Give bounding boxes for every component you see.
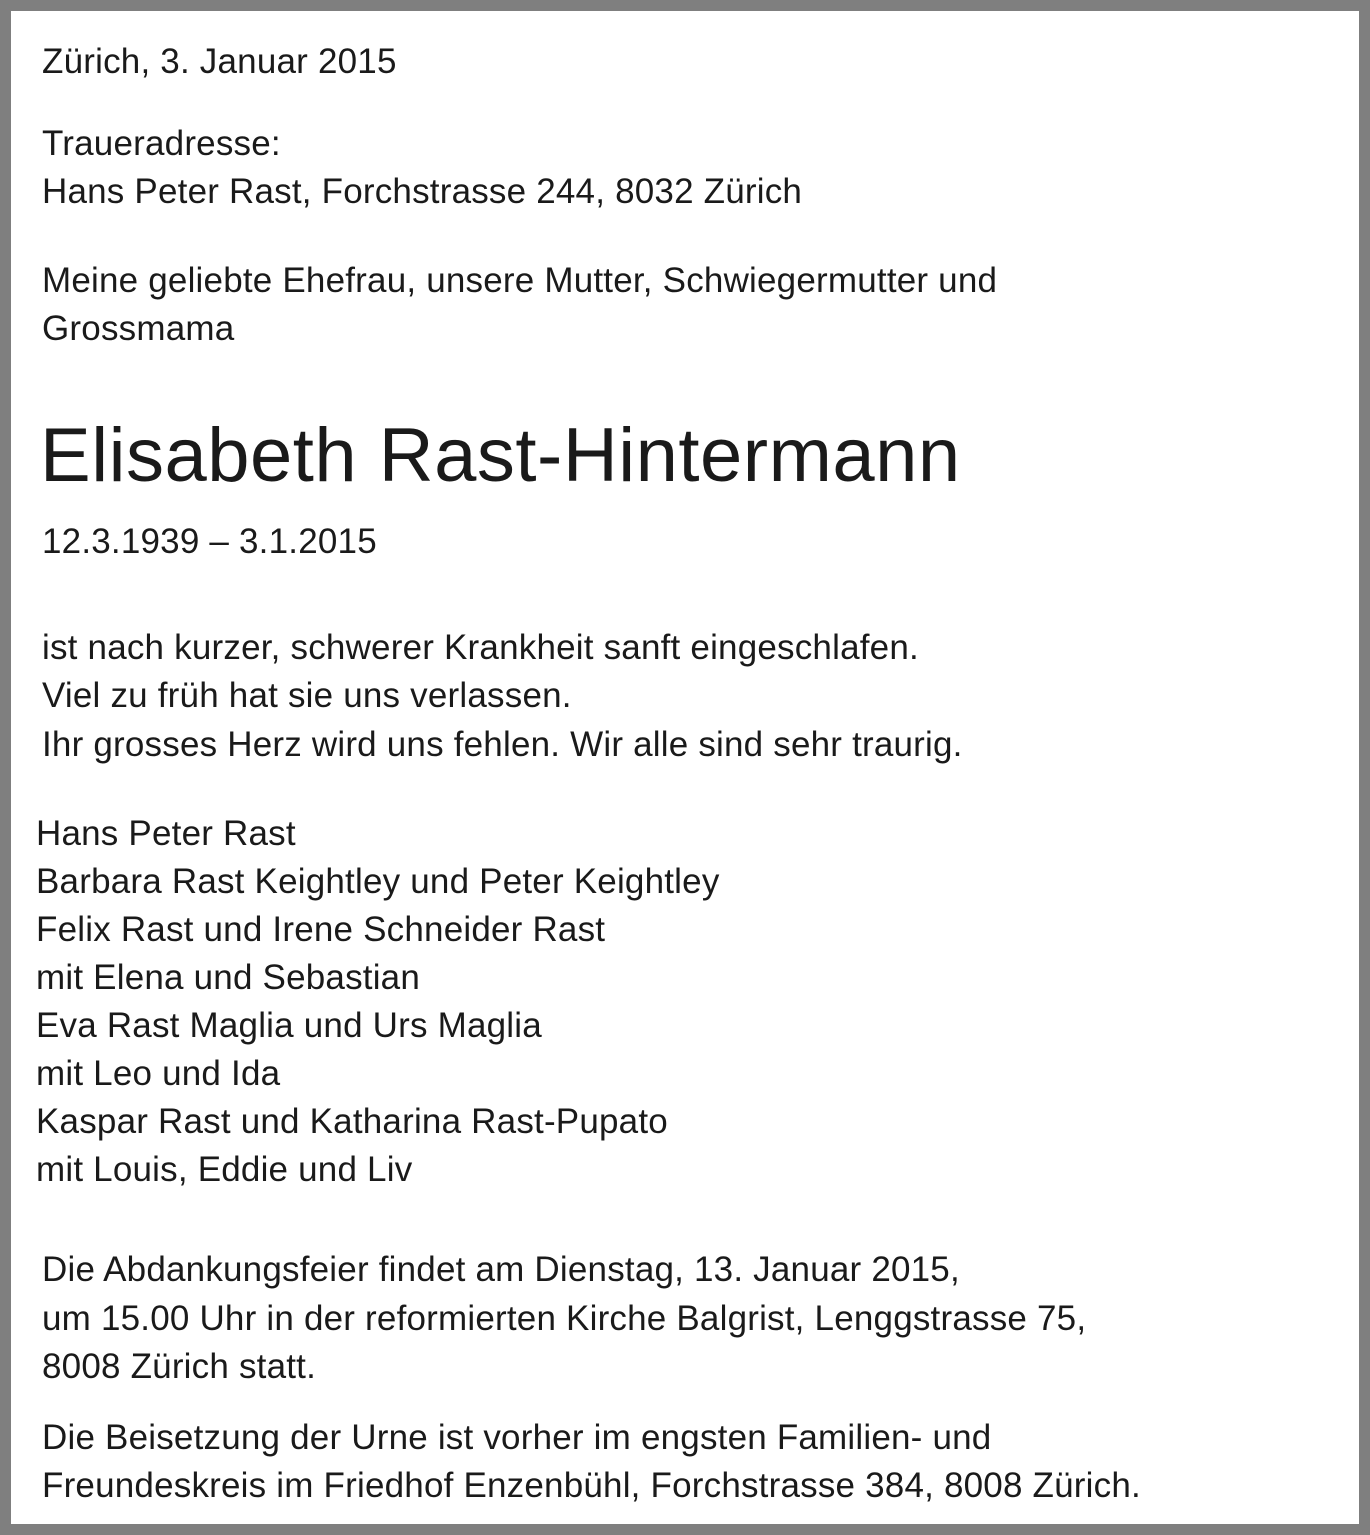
- mourners-list: [36, 810, 720, 1194]
- obituary-notice: [11, 11, 1359, 1524]
- deceased-name: Elisabeth Rast-Hintermann: [40, 413, 961, 498]
- mourner-line: mit Leo und Ida: [36, 1054, 281, 1093]
- service-line-2: um 15.00 Uhr in der reformierten Kirche Balgrist, Lenggstrasse 75,: [42, 1299, 1087, 1338]
- intro-line-1: Meine geliebte Ehefrau, unsere Mutter, Schwiegermutter und: [42, 261, 998, 300]
- intro-line-2: Grossmama: [42, 309, 235, 348]
- mourner-line: Barbara Rast Keightley und Peter Keightley: [36, 862, 720, 901]
- burial-line-2: Freundeskreis im Friedhof Enzenbühl, Forchstrasse 384, 8008 Zürich.: [42, 1466, 1141, 1505]
- mourner-line: Kaspar Rast und Katharina Rast-Pupato: [36, 1102, 668, 1141]
- mourning-address-label: Traueradresse:: [42, 124, 281, 163]
- mourner-line: mit Elena und Sebastian: [36, 958, 421, 997]
- mourner-line: Eva Rast Maglia und Urs Maglia: [36, 1006, 542, 1045]
- message-line-2: Viel zu früh hat sie uns verlassen.: [42, 676, 572, 715]
- mourning-address: Hans Peter Rast, Forchstrasse 244, 8032 Zürich: [42, 172, 803, 211]
- life-dates: 12.3.1939 – 3.1.2015: [42, 522, 377, 561]
- message-line-1: ist nach kurzer, schwerer Krankheit sanft eingeschlafen.: [42, 628, 919, 667]
- service-line-3: 8008 Zürich statt.: [42, 1347, 317, 1386]
- service-line-1: Die Abdankungsfeier findet am Dienstag, 13. Januar 2015,: [42, 1250, 960, 1289]
- message-line-3: Ihr grosses Herz wird uns fehlen. Wir alle sind sehr traurig.: [42, 725, 963, 764]
- mourner-line: Hans Peter Rast: [36, 814, 296, 853]
- burial-line-1: Die Beisetzung der Urne ist vorher im engsten Familien- und: [42, 1418, 992, 1457]
- mourner-line: mit Louis, Eddie und Liv: [36, 1150, 413, 1189]
- mourner-line: Felix Rast und Irene Schneider Rast: [36, 910, 606, 949]
- date-place: Zürich, 3. Januar 2015: [42, 42, 397, 81]
